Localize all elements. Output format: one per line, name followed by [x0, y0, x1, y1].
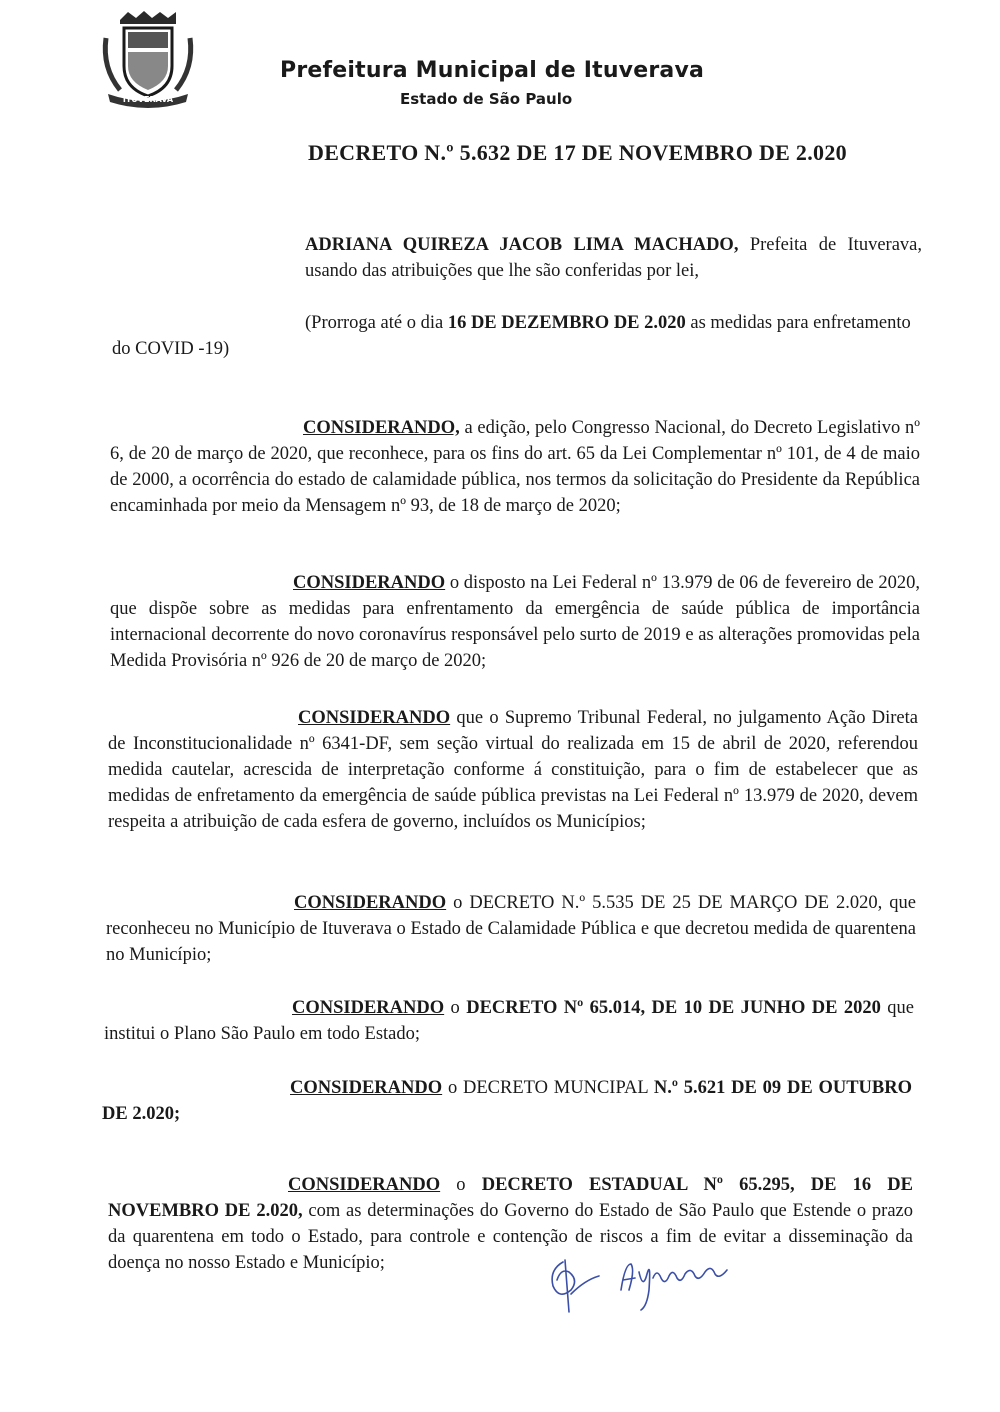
considerando-decree-ref: N.º 5.621 DE 09 DE OUTUBRO DE 2.020;: [102, 1078, 913, 1124]
considerando-keyword: CONSIDERANDO: [298, 708, 451, 728]
ementa-date: 16 DE DEZEMBRO DE 2.020: [447, 313, 686, 333]
crest-banner-text: ITUVERAVA: [122, 95, 174, 104]
considerando-1: [110, 415, 920, 519]
considerando-text: o DECRETO N.º 5.535 DE 25 DE MARÇO DE 2.020, que reconheceu no Município de Ituverava o Estado de Calamidade Pública e que decretou medida de quarentena no Município;: [106, 893, 916, 965]
considerando-keyword: CONSIDERANDO: [293, 573, 446, 593]
considerando-2: [110, 570, 920, 674]
intro-text: Prefeita de Ituverava, usando das atribuições que lhe são conferidas por lei,: [305, 235, 922, 281]
ementa-paragraph: [112, 310, 922, 362]
ementa-pre: (Prorroga até o dia: [305, 313, 448, 333]
considerando-decree-ref: DECRETO ESTADUAL Nº 65.295, DE 16 DE NOVEMBRO DE 2.020,: [108, 1175, 914, 1221]
handwritten-signature-icon: [535, 1250, 745, 1320]
considerando-text: o: [440, 1175, 482, 1195]
considerando-keyword: CONSIDERANDO: [294, 893, 447, 913]
mayor-name: ADRIANA QUIREZA JACOB LIMA MACHADO,: [305, 235, 739, 255]
considerando-keyword: CONSIDERANDO: [292, 998, 445, 1018]
considerando-4: [106, 890, 916, 968]
considerando-text: o: [444, 998, 467, 1018]
considerando-text: o disposto na Lei Federal nº 13.979 de 06 de fevereiro de 2020, que dispõe sobre as medidas para enfrentamento da emergência de saúde pública de importância internacional decorrente do novo coronavírus responsável pelo surto de 2019 e as alterações promovidas pela Medida Provisória nº 926 de 20 de março de 2020;: [110, 573, 920, 671]
intro-paragraph: [305, 232, 922, 284]
considerando-text: que o Supremo Tribunal Federal, no julgamento Ação Direta de Inconstitucionalidade nº 6341-DF, sem seção virtual do realizada em 15 de abril de 2020, referendou medida cautelar, acrescida de interpretação conforme á constituição, para o fim de estabelecer que as medidas de enfretamento da emergência de saúde pública previstas na Lei Federal nº 13.979 de 2020, devem respeita a atribuição de cada esfera de governo, incluídos os Municípios;: [108, 708, 918, 832]
municipal-crest-icon: [98, 8, 198, 108]
considerando-7: [108, 1172, 913, 1276]
considerando-text: que institui o Plano São Paulo em todo Estado;: [104, 998, 915, 1044]
considerando-3: [108, 705, 918, 835]
institution-subtitle: Estado de São Paulo: [400, 90, 573, 108]
considerando-keyword: CONSIDERANDO: [290, 1078, 443, 1098]
considerando-text: o DECRETO MUNCIPAL: [442, 1078, 654, 1098]
decree-title: DECRETO N.º 5.632 DE 17 DE NOVEMBRO DE 2.020: [308, 140, 847, 165]
considerando-text: a edição, pelo Congresso Nacional, do Decreto Legislativo nº 6, de 20 de março de 2020, que reconhece, para os fins do art. 65 da Lei Complementar nº 101, de 4 de maio de 2000, a ocorrência do estado de calamidade pública, nos termos da solicitação do Presidente da República encaminhada por meio da Mensagem nº 93, de 18 de março de 2020;: [110, 418, 920, 516]
considerando-keyword: CONSIDERANDO: [288, 1175, 441, 1195]
ementa-post: as medidas para enfretamento do COVID -19): [112, 313, 911, 359]
considerando-5: [104, 995, 914, 1047]
institution-title: Prefeitura Municipal de Ituverava: [280, 58, 705, 83]
considerando-6: [102, 1075, 912, 1127]
considerando-decree-ref: DECRETO Nº 65.014, DE 10 DE JUNHO DE 2020: [466, 998, 881, 1018]
considerando-text: com as determinações do Governo do Estado de São Paulo que Estende o prazo da quarentena em todo o Estado, para controle e contenção de riscos a fim de evitar a disseminação da doença no nosso Estado e Município;: [108, 1201, 914, 1273]
considerando-keyword: CONSIDERANDO,: [303, 418, 460, 438]
